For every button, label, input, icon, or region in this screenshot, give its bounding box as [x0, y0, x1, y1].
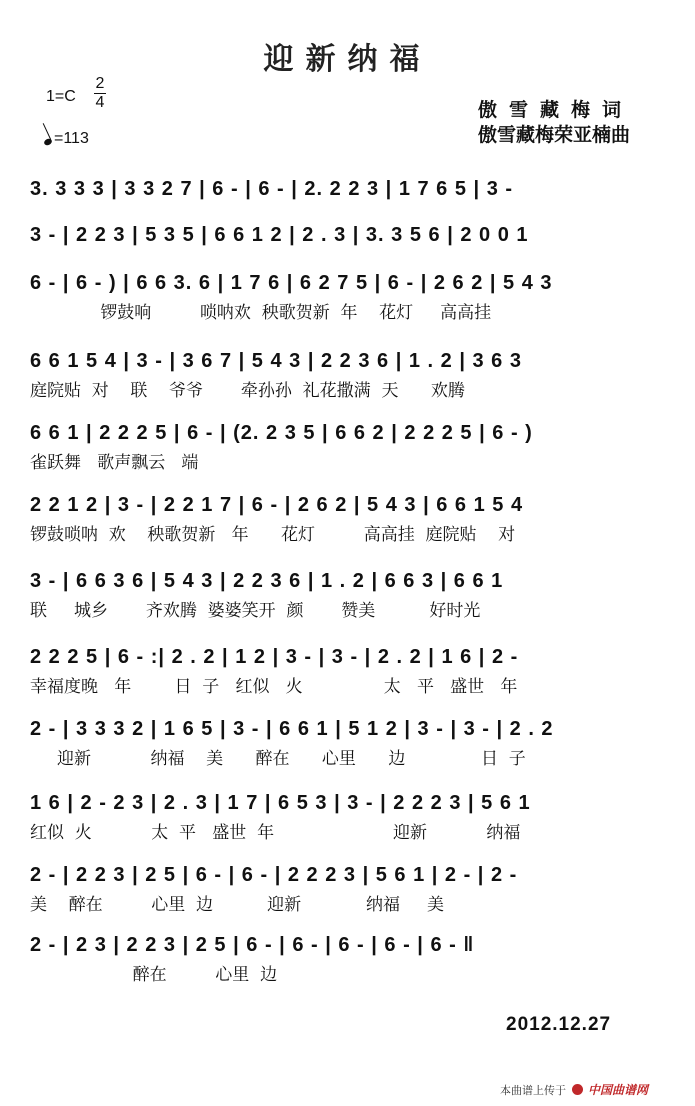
- key-signature: 1=C: [46, 88, 76, 105]
- numbered-notes: 6 - | 6 - ) | 6 6 3. 6 | 1 7 6 | 6 2 7 5 | 6 - | 2 6 2 | 5 4 3: [30, 272, 553, 294]
- notation-row-11: [30, 858, 666, 928]
- score-date: 2012.12.27: [506, 1014, 612, 1035]
- upload-footer: [500, 1081, 648, 1098]
- notation-row-7: [30, 564, 666, 634]
- time-signature: [92, 75, 108, 112]
- numbered-notes: 2 2 2 5 | 6 - :| 2 . 2 | 1 2 | 3 - | 3 - | 2 . 2 | 1 6 | 2 -: [30, 646, 519, 668]
- numbered-notes: 6 6 1 5 4 | 3 - | 3 6 7 | 5 4 3 | 2 2 3 6 | 1 . 2 | 3 6 3: [30, 350, 522, 372]
- footer-brand[interactable]: 中国曲谱网: [588, 1083, 649, 1097]
- numbered-notes: 6 6 1 | 2 2 2 5 | 6 - | (2. 2 3 5 | 6 6 2 | 2 2 2 5 | 6 - ): [30, 422, 533, 444]
- numbered-notes: 3 - | 6 6 3 6 | 5 4 3 | 2 2 3 6 | 1 . 2 | 6 6 3 | 6 6 1: [30, 570, 504, 592]
- notation-row-4: [30, 344, 666, 414]
- numbered-notes: 3. 3 3 3 | 3 3 2 7 | 6 - | 6 - | 2. 2 2 3 | 1 7 6 5 | 3 -: [30, 178, 514, 200]
- numbered-notes: 2 - | 2 2 3 | 2 5 | 6 - | 6 - | 2 2 2 3 | 5 6 1 | 2 - | 2 -: [30, 864, 518, 886]
- notation-row-12: [30, 928, 666, 998]
- credits: [478, 98, 633, 148]
- composer-credit: 傲雪藏梅荣亚楠曲: [478, 124, 631, 146]
- lyrics-line: 美 醉在 心里 边 迎新 纳福 美: [30, 895, 444, 915]
- time-signature-top: 2: [95, 75, 105, 92]
- site-logo-icon: [572, 1084, 583, 1095]
- lyrics-line: 雀跃舞 歌声飘云 端: [30, 453, 199, 473]
- numbered-notes: 1 6 | 2 - 2 3 | 2 . 3 | 1 7 | 6 5 3 | 3 - | 2 2 2 3 | 5 6 1: [30, 792, 531, 814]
- quarter-note-icon: [43, 138, 53, 147]
- notation-row-9: [30, 712, 666, 782]
- lyrics-line: 红似 火 太 平 盛世 年 迎新 纳福: [30, 823, 521, 843]
- lyrics-line: 锣鼓唢呐 欢 秧歌贺新 年 花灯 高高挂 庭院贴 对: [30, 525, 516, 545]
- notation-row-3: [30, 266, 666, 336]
- notation-row-5: [30, 416, 666, 486]
- notation-row-8: [30, 640, 666, 710]
- tempo-value: =113: [54, 130, 89, 147]
- numbered-notes: 3 - | 2 2 3 | 5 3 5 | 6 6 1 2 | 2 . 3 | 3. 3 5 6 | 2 0 0 1: [30, 224, 529, 246]
- footer-text: 本曲谱上传于: [500, 1084, 566, 1097]
- numbered-notes: 2 - | 3 3 3 2 | 1 6 5 | 3 - | 6 6 1 | 5 1 2 | 3 - | 3 - | 2 . 2: [30, 718, 554, 740]
- lyrics-line: 锣鼓响 唢呐欢 秧歌贺新 年 花灯 高高挂: [30, 303, 492, 323]
- time-signature-bottom: 4: [95, 94, 105, 111]
- lyrics-line: 幸福度晚 年 日 子 红似 火 太 平 盛世 年: [30, 677, 518, 697]
- lyrics-line: 庭院贴 对 联 爷爷 牵孙孙 礼花撒满 天 欢腾: [30, 381, 465, 401]
- lyrics-line: 醉在 心里 边: [30, 965, 278, 985]
- lyrics-line: 联 城乡 齐欢腾 婆婆笑开 颜 赞美 好时光: [30, 601, 481, 621]
- lyricist-credit: 傲雪藏梅词: [478, 99, 634, 121]
- tempo-marking: [44, 130, 89, 148]
- numbered-notes: 2 - | 2 3 | 2 2 3 | 2 5 | 6 - | 6 - | 6 - | 6 - | 6 - ‖: [30, 934, 475, 956]
- notation-row-10: [30, 786, 666, 856]
- notation-row-6: [30, 488, 666, 558]
- numbered-notes: 2 2 1 2 | 3 - | 2 2 1 7 | 6 - | 2 6 2 | 5 4 3 | 6 6 1 5 4: [30, 494, 524, 516]
- page-title: 迎新纳福: [263, 42, 432, 77]
- lyrics-line: 迎新 纳福 美 醉在 心里 边 日 子: [30, 749, 526, 769]
